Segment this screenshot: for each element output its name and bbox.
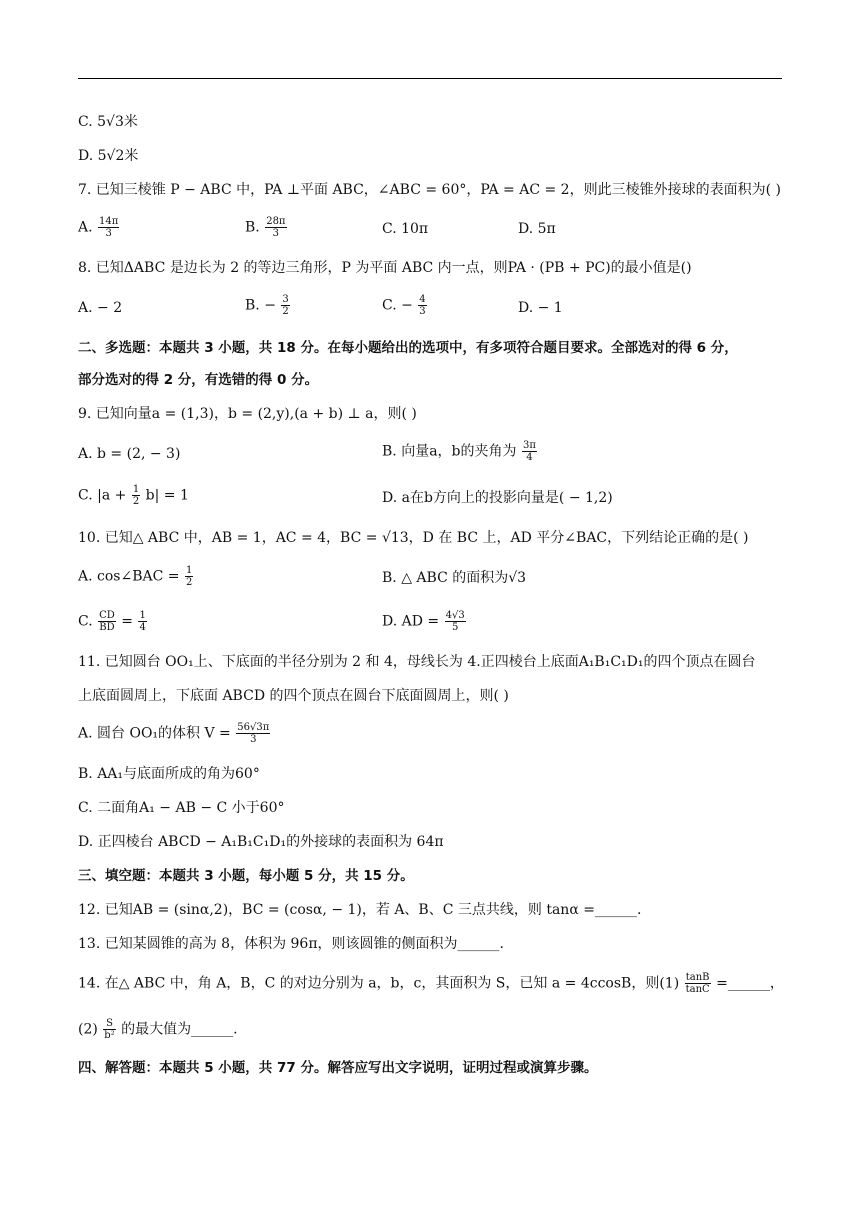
q11-option-c: C. 二面角A₁ − AB − C 小于60° [78,800,285,816]
section-2-heading-line2: 部分选对的得 2 分，有选错的得 0 分。 [78,372,319,388]
q14-stem-line1: 14. 在△ ABC 中，角 A，B，C 的对边分别为 a，b，c，其面积为 S，已知 a = 4ccosB，则(1) $\frac{\tan B}{\tan C}$ =______， [78,972,784,995]
q7-option-c: C. 10π [382,221,429,237]
q8-stem: 8. 已知ΔABC 是边长为 2 的等边三角形，P 为平面 ABC 内一点，则PA · (PB + PC)的最小值是() [78,260,692,276]
section-2-heading-line1: 二、多选题：本题共 3 小题，共 18 分。在每小题给出的选项中，有多项符合题目要求。全部选对的得 6 分， [78,340,738,356]
q10-option-c: C. $\frac{CD}{BD}$ = $\frac{1}{4}$ [78,610,146,633]
q12-stem: 12. 已知AB = (sinα,2)，BC = (cosα, − 1)，若 A、B、C 三点共线，则 tanα =______. [78,902,642,918]
section-4-heading: 四、解答题：本题共 5 小题，共 77 分。解答应写出文字说明，证明过程或演算步骤。 [78,1060,598,1076]
q11-stem-line1: 11. 已知圆台 OO₁上、下底面的半径分别为 2 和 4，母线长为 4.正四棱台上底面A₁B₁C₁D₁的四个顶点在圆台 [78,654,756,670]
q9-stem: 9. 已知向量a = (1,3)，b = (2,y),(a + b) ⊥ a，则( ) [78,406,417,422]
q7-option-d: D. 5π [518,221,556,237]
q7-stem: 7. 已知三棱锥 P − ABC 中，PA ⊥平面 ABC，∠ABC = 60°，PA = AC = 2，则此三棱锥外接球的表面积为( ) [78,182,781,198]
q8-option-d: D. − 1 [518,300,563,316]
q9-option-b: B. 向量a，b的夹角为 $\frac{3\pi}{4}$ [382,440,536,463]
q10-option-a: A. cos∠BAC = $\frac{1}{2}$ [78,565,193,588]
q11-option-a: A. 圆台 OO₁的体积 V = $\frac{56√3\pi}{3}$ [78,722,270,745]
q9-option-d: D. a在b方向上的投影向量是( − 1,2) [382,490,613,506]
q11-stem-line2: 上底面圆周上，下底面 ABCD 的四个顶点在圆台下底面圆周上，则( ) [78,688,509,704]
q6-option-c: C. 5√3米 [78,114,138,130]
q9-option-a: A. b = (2, − 3) [78,446,181,462]
q10-option-b: B. △ ABC 的面积为√3 [382,570,527,586]
q9-option-c: C. |a + $\frac{1}{2}$ b| = 1 [78,484,189,507]
header-rule [78,78,782,79]
q13-stem: 13. 已知某圆锥的高为 8，体积为 96π，则该圆锥的侧面积为______. [78,936,504,952]
q11-option-d: D. 正四棱台 ABCD − A₁B₁C₁D₁的外接球的表面积为 64π [78,834,444,850]
q8-option-b: B. − $\frac{3}{2}$ [245,294,289,317]
q6-option-d: D. 5√2米 [78,148,139,164]
q7-option-a: A. $\frac{14\pi}{3}$ [78,216,119,239]
q10-option-d: D. AD = $\frac{4√3}{5}$ [382,610,465,633]
q7-option-b: B. $\frac{28\pi}{3}$ [245,216,286,239]
q8-option-a: A. − 2 [78,300,123,316]
q10-stem: 10. 已知△ ABC 中，AB = 1，AC = 4，BC = √13，D 在 BC 上，AD 平分∠BAC，下列结论正确的是( ) [78,530,749,546]
q14-stem-line2: (2) $\frac{S}{\text{b²}}$ 的最大值为______. [78,1018,238,1041]
q8-option-c: C. − $\frac{4}{3}$ [382,294,426,317]
q11-option-b: B. AA₁与底面所成的角为60° [78,766,260,782]
section-3-heading: 三、填空题：本题共 3 小题，每小题 5 分，共 15 分。 [78,868,414,884]
